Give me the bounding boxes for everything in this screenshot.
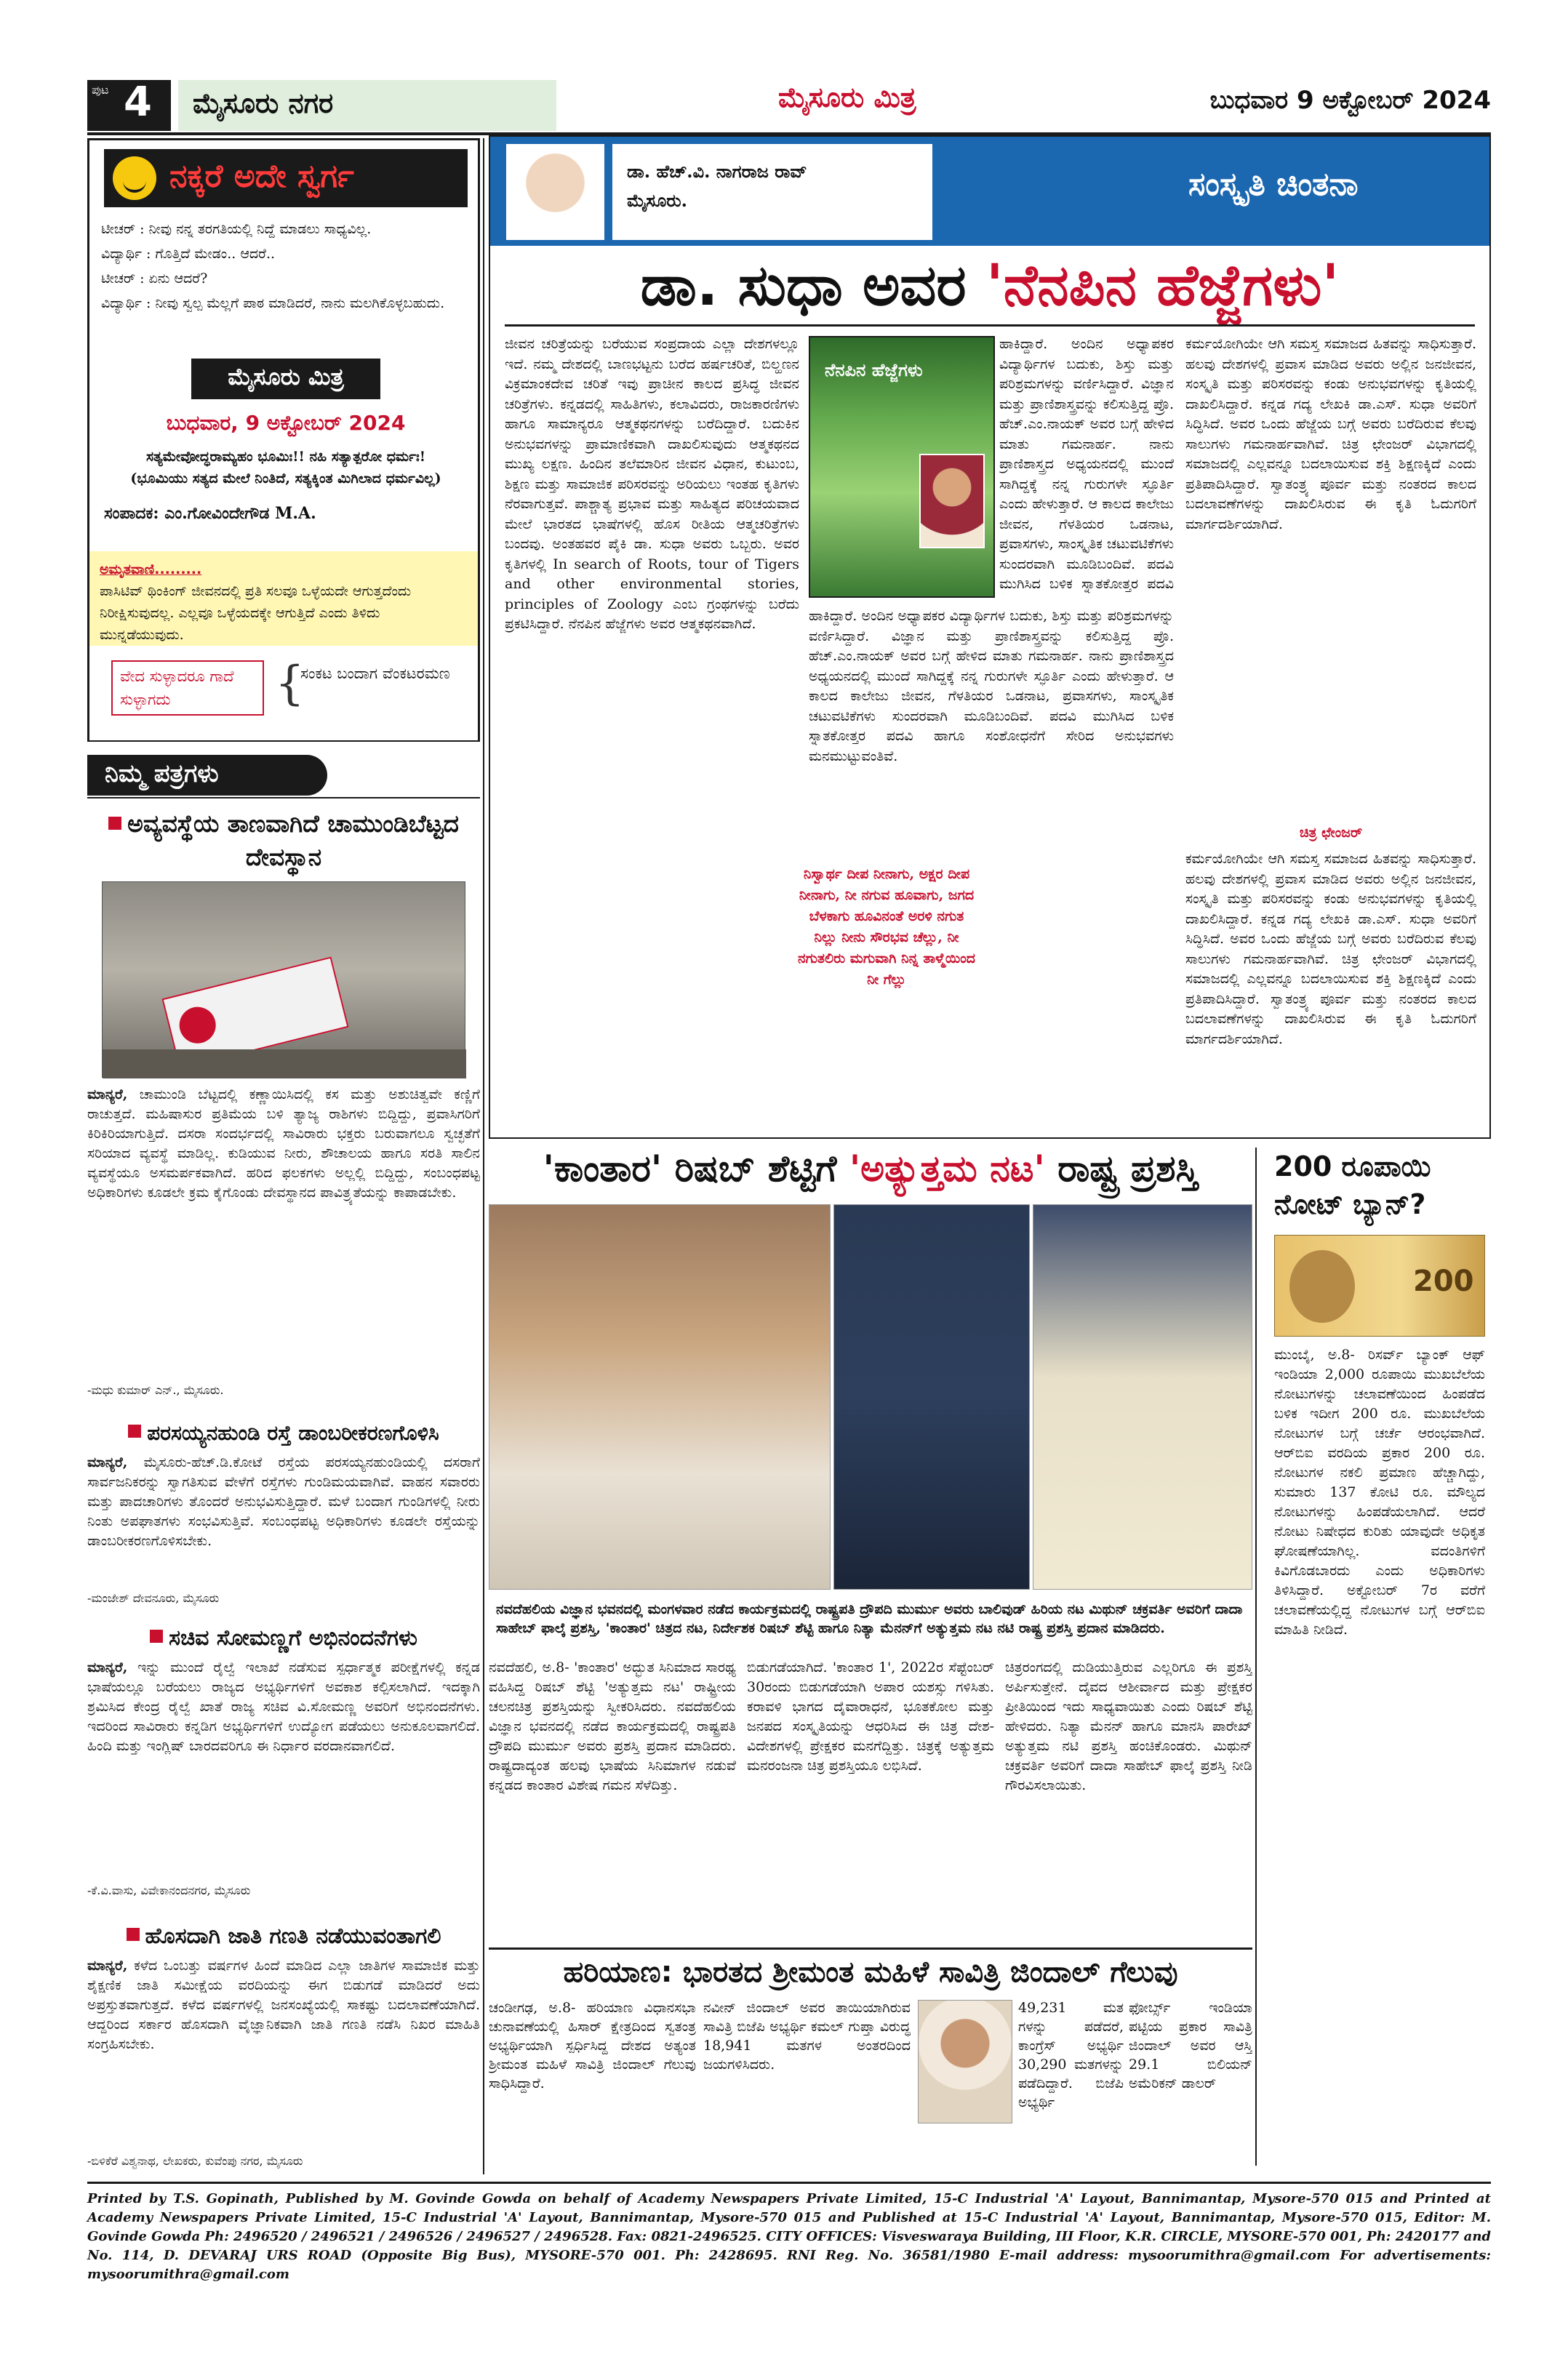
- editor-label: ಸಂಪಾದಕ:: [104, 504, 159, 523]
- bullet-icon: [108, 817, 121, 830]
- proverb-box: [89, 646, 478, 740]
- pull-quote: ನಿಸ್ವಾರ್ಥ ದೀಪ ನೀನಾಗು, ಅಕ್ಷರ ದೀಪ ನೀನಾಗು, ನೀ ನಗುವ ಹೂವಾಗು, ಜಗದ ಬೆಳಕಾಗು ಹೂವಿನಂತೆ ಅರಳಿ ನಗುತ ನಿಲ್ಲು ನೀನು ಸೌರಭವ ಚೆಲ್ಲು, ನೀ ನಗುತಲಿರು ಮಗುವಾಗಿ ನಿನ್ನ ತಾಳ್ಮೆಯಿಂದ ನೀ ಗೆಲ್ಲು: [798, 866, 975, 988]
- page-number-box: [87, 80, 171, 131]
- author-photo: [506, 144, 604, 240]
- letter-signature: -ಮಧು ಕುಮಾರ್ ಎನ್., ಮೈಸೂರು.: [87, 1383, 224, 1397]
- kantara-headline: 'ಕಾಂತಾರ' ರಿಷಬ್ ಶೆಟ್ಟಿಗೆ 'ಅತ್ಯುತ್ತಮ ನಟ' ರಾಷ್ಟ್ರ ಪ್ರಶಸ್ತಿ: [543, 1148, 1199, 1190]
- quote-of-day-box: [89, 551, 478, 646]
- column-name: ಸಂಸ್ಕೃತಿ ಚಿಂತನಾ: [1188, 166, 1359, 203]
- letter-text: ಮೈಸೂರು-ಹೆಚ್.ಡಿ.ಕೋಟೆ ರಸ್ತೆಯ ಪರಸಯ್ಯನಹುಂಡಿಯಲ್ಲಿ ದಸರಾಗೆ ಸಾರ್ವಜನಿಕರನ್ನು ಸ್ವಾಗತಿಸುವ ವೇಳೆಗೆ ರಸ್ತೆಗಳು ಗುಂಡಿಮಯವಾಗಿವೆ. ವಾಹನ ಸವಾರರು ಮತ್ತು ಪಾದಚಾರಿಗಳು ತೊಂದರೆ ಅನುಭವಿಸುತ್ತಿದ್ದಾರೆ. ಮಳೆ ಬಂದಾಗ ಗುಂಡಿಗಳಲ್ಲಿ ನೀರು ನಿಂತು ಅಪಘಾತಗಳು ಸಂಭವಿಸುತ್ತಿವೆ. ಸಂಬಂಧಪಟ್ಟ ಅಧಿಕಾರಿಗಳು ಕೂಡಲೇ ರಸ್ತೆಯನ್ನು ಡಾಂಬರೀಕರಣಗೊಳಿಸಬೇಕು.: [87, 1454, 480, 1549]
- haryana-column-3: 49,231 ಮತ ಗಳನ್ನು ಪಡೆದರೆ, ಕಾಂಗ್ರೆಸ್ ಅಭ್ಯರ್ಥಿ 30,290 ಮತಗಳನ್ನು ಪಡೆದಿದ್ದಾರೆ. ಬಿಜೆಪಿ ಅಭ್ಯರ್ಥಿ: [1018, 2000, 1124, 2110]
- joke-line: ಟೀಚರ್ : ಏನು ಆದರೆ?: [101, 271, 208, 287]
- column-banner: [490, 137, 1489, 246]
- divider: [87, 797, 480, 798]
- letter-text: ಕಳೆದ ಒಂಬತ್ತು ವರ್ಷಗಳ ಹಿಂದೆ ಮಾಡಿದ ಎಲ್ಲಾ ಜಾತಿಗಳ ಸಾಮಾಜಿಕ ಮತ್ತು ಶೈಕ್ಷಣಿಕ ಜಾತಿ ಸಮೀಕ್ಷೆಯ ವರದಿಯನ್ನು ಈಗ ಬಿಡುಗಡೆ ಮಾಡಿದರೆ ಅದು ಅಪ್ರಸ್ತುತವಾಗುತ್ತದೆ. ಕಳೆದ ವರ್ಷಗಳಲ್ಲಿ ಜನಸಂಖ್ಯೆಯಲ್ಲಿ ಸಾಕಷ್ಟು ಬದಲಾವಣೆಯಾಗಿದೆ. ಆದ್ದರಿಂದ ಸರ್ಕಾರ ಹೊಸದಾಗಿ ವೈಜ್ಞಾನಿಕವಾಗಿ ಜಾತಿ ಗಣತಿ ನಡೆಸಿ ನಿಖರ ಮಾಹಿತಿ ಸಂಗ್ರಹಿಸಬೇಕು.: [87, 1958, 480, 2052]
- author-place: ಮೈಸೂರು.: [627, 190, 688, 211]
- slogan-line: (ಭೂಮಿಯು ಸತ್ಯದ ಮೇಲೆ ನಿಂತಿದೆ, ಸತ್ಯಕ್ಕಿಂತ ಮಿಗಿಲಾದ ಧರ್ಮವಿಲ್ಲ): [130, 471, 441, 487]
- imprint-footer: Printed by T.S. Gopinath, Published by M. Govinde Gowda on behalf of Academy Newspapers Private Limited, 15-C Industrial 'A' Layout, Bannimantap, Mysore-570 015 and Printed at Academy Newspapers Private Limited, 15-C Industrial 'A' Layout, Bannimantap, Mysore-570 015 and Published at 15-C Industrial 'A' Layout, Bannimantap, Mysore-570 015, Editor: M. Govinde Gowda Ph: 2496520 / 2496521 / 2496526 / 2496527 / 2496528. Fax: 0821-2496525. CITY OFFICES: Visveswaraya Building, III Floor, K.R. CIRCLE, MYSORE-570 001, Ph: 2420177 and No. 114, D. DEVARAJ URS ROAD (Opposite Big Bus), MYSORE-570 001. Ph: 2428695. RNI Reg. No. 36581/1980 E-mail address: mysoorumithra@gmail.com For advertisements: mysoorumithra@gmail.com: [87, 2182, 1491, 2276]
- letters-header: [87, 755, 480, 798]
- kantara-column-1: ನವದೆಹಲಿ, ಅ.8- 'ಕಾಂತಾರ' ಅದ್ಭುತ ಸಿನಿಮಾದ ಸಾರಥ್ಯ ವಹಿಸಿದ್ದ ರಿಷಬ್ ಶೆಟ್ಟಿ 'ಅತ್ಯುತ್ತಮ ನಟ' ರಾಷ್ಟ್ರೀಯ ಚಲನಚಿತ್ರ ಪ್ರಶಸ್ತಿಯನ್ನು ಸ್ವೀಕರಿಸಿದರು. ನವದೆಹಲಿಯ ವಿಜ್ಞಾನ ಭವನದಲ್ಲಿ ನಡೆದ ಕಾರ್ಯಕ್ರಮದಲ್ಲಿ ರಾಷ್ಟ್ರಪತಿ ದ್ರೌಪದಿ ಮುರ್ಮು ಅವರು ಪ್ರಶಸ್ತಿ ಪ್ರದಾನ ಮಾಡಿದರು. ರಾಷ್ಟ್ರದಾದ್ಯಂತ ಹಲವು ಭಾಷೆಯ ಸಿನಿಮಾಗಳ ನಡುವೆ ಕನ್ನಡದ ಕಾಂತಾರ ವಿಶೇಷ ಗಮನ ಸೆಳೆದಿತ್ತು.: [489, 1660, 736, 1793]
- proverb-left: ವೇದ ಸುಳ್ಳಾದರೂ ಗಾದೆ ಸುಳ್ಳಾಗದು: [111, 660, 264, 716]
- page-header: [87, 80, 1491, 131]
- savitri-jindal-photo: [918, 2000, 1012, 2123]
- feature-headline: ಡಾ. ಸುಧಾ ಅವರ 'ನೆನಪಿನ ಹೆಜ್ಜೆಗಳು': [640, 253, 1340, 319]
- letters-section-title: ನಿಮ್ಮ ಪತ್ರಗಳು: [87, 755, 327, 796]
- letter-title: ಸಚಿವ ಸೋಮಣ್ಣಗೆ ಅಭಿನಂದನೆಗಳು: [87, 1622, 480, 1655]
- joke-line: ವಿದ್ಯಾರ್ಥಿ : ಗೊತ್ತಿದೆ ಮೇಡಂ.. ಆದರೆ..: [101, 246, 276, 262]
- author-byline: [612, 144, 932, 240]
- letter-body: [87, 1658, 480, 1883]
- section-name: ಮೈಸೂರು ನಗರ: [178, 80, 556, 131]
- letter-text: ಚಾಮುಂಡಿ ಬೆಟ್ಟದಲ್ಲಿ ಕಣ್ಣಾಯಿಸಿದಲ್ಲಿ ಕಸ ಮತ್ತು ಅಶುಚಿತ್ವವೇ ಕಣ್ಣಿಗೆ ರಾಚುತ್ತದೆ. ಮಹಿಷಾಸುರ ಪ್ರತಿಮೆಯ ಬಳಿ ತ್ಯಾಜ್ಯ ರಾಶಿಗಳು ಬಿದ್ದಿದ್ದು, ಪ್ರವಾಸಿಗರಿಗೆ ಕಿರಿಕಿರಿಯಾಗುತ್ತಿದೆ. ದಸರಾ ಸಂದರ್ಭದಲ್ಲಿ ಸಾವಿರಾರು ಭಕ್ತರು ಬರುವಾಗಲೂ ಸ್ವಚ್ಛತೆಗೆ ಸರಿಯಾದ ವ್ಯವಸ್ಥೆ ಮಾಡಿಲ್ಲ. ಕುಡಿಯುವ ನೀರು, ಶೌಚಾಲಯ ಹಾಗೂ ಸರತಿ ಸಾಲಿನ ವ್ಯವಸ್ಥೆಯೂ ಅಸಮರ್ಪಕವಾಗಿದೆ. ಹರಿದ ಫಲಕಗಳು ಅಲ್ಲಲ್ಲಿ ಬಿದ್ದಿದ್ದು, ಸಂಬಂಧಪಟ್ಟ ಅಧಿಕಾರಿಗಳು ಕೂಡಲೇ ಕ್ರಮ ಕೈಗೊಂಡು ದೇವಸ್ಥಾನದ ಪಾವಿತ್ರ್ಯತೆಯನ್ನು ಕಾಪಾಡಬೇಕು.: [87, 1086, 480, 1201]
- feature-column-2b: ಹಾಕಿದ್ದಾರೆ. ಅಂದಿನ ಅಧ್ಯಾಪಕರ ವಿದ್ಯಾರ್ಥಿಗಳ ಬದುಕು, ಶಿಸ್ತು ಮತ್ತು ಪರಿಶ್ರಮಗಳನ್ನು ವರ್ಣಿಸಿದ್ದಾರೆ. ವಿಜ್ಞಾನ ಮತ್ತು ಪ್ರಾಣಿಶಾಸ್ತ್ರವನ್ನು ಕಲಿಸುತ್ತಿದ್ದ ಪ್ರೊ. ಹೆಚ್.ಎಂ.ನಾಯಕ್ ಅವರ ಬಗ್ಗೆ ಹೇಳಿದ ಮಾತು ಗಮನಾರ್ಹ. ನಾನು ಪ್ರಾಣಿಶಾಸ್ತ್ರದ ಅಧ್ಯಯನದಲ್ಲಿ ಮುಂದೆ ಸಾಗಿದ್ದಕ್ಕೆ ನನ್ನ ಗುರುಗಳೇ ಸ್ಫೂರ್ತಿ ಎಂದು ಹೇಳುತ್ತಾರೆ. ಆ ಕಾಲದ ಕಾಲೇಜು ಜೀವನ, ಗೆಳತಿಯರ ಒಡನಾಟ, ಪ್ರವಾಸಗಳು, ಸಾಂಸ್ಕೃತಿಕ ಚಟುವಟಿಕೆಗಳು ಸುಂದರವಾಗಿ ಮೂಡಿಬಂದಿವೆ. ಪದವಿ ಮುಗಿಸಿದ ಬಳಿಕ ಸ್ನಾತಕೋತ್ತರ ಪದವಿ ಹಾಗೂ ಸಂಶೋಧನೆಗೆ ಸೇರಿದ ಅನುಭವಗಳು ಮನಮುಟ್ಟುವಂತಿವೆ.: [809, 608, 1174, 764]
- masthead-date: ಬುಧವಾರ, 9 ಅಕ್ಟೋಬರ್ 2024: [166, 411, 406, 435]
- letter-item: [87, 1417, 480, 1450]
- paper-logo: ಮೈಸೂರು ಮಿತ್ರ: [191, 359, 380, 399]
- feature-article: [489, 135, 1491, 1139]
- letter-signature: -ಮಂಜೇಶ್ ದೇವನೂರು, ಮೈಸೂರು: [87, 1591, 220, 1605]
- feature-column-2a: ಹಾಕಿದ್ದಾರೆ. ಅಂದಿನ ಅಧ್ಯಾಪಕರ ವಿದ್ಯಾರ್ಥಿಗಳ ಬದುಕು, ಶಿಸ್ತು ಮತ್ತು ಪರಿಶ್ರಮಗಳನ್ನು ವರ್ಣಿಸಿದ್ದಾರೆ. ವಿಜ್ಞಾನ ಮತ್ತು ಪ್ರಾಣಿಶಾಸ್ತ್ರವನ್ನು ಕಲಿಸುತ್ತಿದ್ದ ಪ್ರೊ. ಹೆಚ್.ಎಂ.ನಾಯಕ್ ಅವರ ಬಗ್ಗೆ ಹೇಳಿದ ಮಾತು ಗಮನಾರ್ಹ. ನಾನು ಪ್ರಾಣಿಶಾಸ್ತ್ರದ ಅಧ್ಯಯನದಲ್ಲಿ ಮುಂದೆ ಸಾಗಿದ್ದಕ್ಕೆ ನನ್ನ ಗುರುಗಳೇ ಸ್ಫೂರ್ತಿ ಎಂದು ಹೇಳುತ್ತಾರೆ. ಆ ಕಾಲದ ಕಾಲೇಜು ಜೀವನ, ಗೆಳತಿಯರ ಒಡನಾಟ, ಪ್ರವಾಸಗಳು, ಸಾಂಸ್ಕೃತಿಕ ಚಟುವಟಿಕೆಗಳು ಸುಂದರವಾಗಿ ಮೂಡಿಬಂದಿವೆ. ಪದವಿ ಮುಗಿಸಿದ ಬಳಿಕ ಸ್ನಾತಕೋತ್ತರ ಪದವಿ: [999, 336, 1174, 592]
- haryana-headline: ಹರಿಯಾಣ: ಭಾರತದ ಶ್ರೀಮಂತ ಮಹಿಳೆ ಸಾವಿತ್ರಿ ಜಿಂದಾಲ್ ಗೆಲುವು: [489, 1947, 1252, 1994]
- letter-salutation: ಮಾನ್ಯರೆ,: [87, 1660, 128, 1676]
- brace-icon: {: [275, 657, 305, 710]
- letter-signature: -ಬಿಳಿಕೆರೆ ವಿಶ್ವನಾಥ, ಲೇಖಕರು, ಕುವೆಂಪು ನಗರ, ಮೈಸೂರು: [87, 2154, 303, 2168]
- rupee-note-image: [1274, 1235, 1485, 1337]
- bullet-icon: [150, 1630, 163, 1643]
- haryana-column-1: ಚಂಡೀಗಢ, ಅ.8- ಹರಿಯಾಣ ವಿಧಾನಸಭಾ ಚುನಾವಣೆಯಲ್ಲಿ ಹಿಸಾರ್ ಕ್ಷೇತ್ರದಿಂದ ಸ್ವತಂತ್ರ ಅಭ್ಯರ್ಥಿಯಾಗಿ ಸ್ಪರ್ಧಿಸಿದ್ದ ದೇಶದ ಅತ್ಯಂತ ಶ್ರೀಮಂತ ಮಹಿಳೆ ಸಾವಿತ್ರಿ ಜಿಂದಾಲ್ ಗೆಲುವು ಸಾಧಿಸಿದ್ದಾರೆ.: [489, 2000, 696, 2091]
- joke-dialogue: [101, 217, 472, 316]
- kantara-column-3: ಚಿತ್ರರಂಗದಲ್ಲಿ ದುಡಿಯುತ್ತಿರುವ ಎಲ್ಲರಿಗೂ ಈ ಪ್ರಶಸ್ತಿ ಅರ್ಪಿಸುತ್ತೇನೆ. ದೈವದ ಆಶೀರ್ವಾದ ಮತ್ತು ಪ್ರೇಕ್ಷಕರ ಪ್ರೀತಿಯಿಂದ ಇದು ಸಾಧ್ಯವಾಯಿತು ಎಂದು ರಿಷಬ್ ಶೆಟ್ಟಿ ಹೇಳಿದರು. ನಿತ್ಯಾ ಮೆನನ್ ಹಾಗೂ ಮಾನಸಿ ಪಾರೇಖ್ ಅತ್ಯುತ್ತಮ ನಟಿ ಪ್ರಶಸ್ತಿ ಹಂಚಿಕೊಂಡರು. ಮಿಥುನ್ ಚಕ್ರವರ್ತಿ ಅವರಿಗೆ ದಾದಾ ಸಾಹೇಬ್ ಫಾಲ್ಕೆ ಪ್ರಶಸ್ತಿ ನೀಡಿ ಗೌರವಿಸಲಾಯಿತು.: [1005, 1660, 1252, 1793]
- slogan-line: ಸತ್ಯಮೇವೋದ್ಧರಾಮ್ಯಹಂ ಭೂಮಿಃ!! ನಹಿ ಸತ್ಯಾತ್ಪರೋ ಧರ್ಮಃ!: [145, 449, 426, 465]
- bullet-icon: [128, 1425, 141, 1438]
- book-title: ನೆನಪಿನ ಹೆಜ್ಜೆಗಳು: [825, 359, 923, 380]
- page-number: 4: [124, 79, 152, 126]
- letter-title: ಪರಸಯ್ಯನಹುಂಡಿ ರಸ್ತೆ ಡಾಂಬರೀಕರಣಗೊಳಿಸಿ: [87, 1417, 480, 1450]
- rupee-headline: 200 ರೂಪಾಯಿ ನೋಟ್ ಬ್ಯಾನ್?: [1274, 1150, 1431, 1220]
- laughing-face-icon: [113, 156, 156, 200]
- quote-text: ಪಾಸಿಟಿವ್ ಥಿಂಕಿಂಗ್ ಜೀವನದಲ್ಲಿ ಪ್ರತಿ ಸಲವೂ ಒಳ್ಳೆಯದೇ ಆಗುತ್ತದೆಂದು ನಿರೀಕ್ಷಿಸುವುದಲ್ಲ. ಎಲ್ಲವೂ ಒಳ್ಳೆಯದಕ್ಕೇ ಆಗುತ್ತಿದೆ ಎಂದು ತಿಳಿದು ಮುನ್ನಡೆಯುವುದು.: [100, 583, 412, 643]
- author-name: ಡಾ. ಹೆಚ್.ವಿ. ನಾಗರಾಜ ರಾವ್: [627, 161, 807, 182]
- letter-item: [87, 807, 480, 874]
- editor-name: ಎಂ.ಗೋವಿಂದೇಗೌಡ M.A.: [164, 504, 316, 523]
- letter-salutation: ಮಾನ್ಯರೆ,: [87, 1086, 128, 1102]
- feature-subhead: ಚಿತ್ರ ಛೇಂಜರ್: [1299, 825, 1363, 841]
- letter-title: ಹೊಸದಾಗಿ ಜಾತಿ ಗಣತಿ ನಡೆಯುವಂತಾಗಲಿ: [87, 1920, 480, 1953]
- award-photo-mithun: [489, 1204, 831, 1590]
- editor-credit: [97, 504, 475, 523]
- joke-banner-text: ನಕ್ಕರೆ ಅದೇ ಸ್ವರ್ಗ: [169, 158, 354, 195]
- feature-column-3b: ಕರ್ಮಯೋಗಿಯೇ ಆಗಿ ಸಮಸ್ತ ಸಮಾಜದ ಹಿತವನ್ನು ಸಾಧಿಸುತ್ತಾರೆ. ಹಲವು ದೇಶಗಳಲ್ಲಿ ಪ್ರವಾಸ ಮಾಡಿದ ಅವರು ಅಲ್ಲಿನ ಜನಜೀವನ, ಸಂಸ್ಕೃತಿ ಮತ್ತು ಪರಿಸರವನ್ನು ಕಂಡು ಅನುಭವಗಳನ್ನು ಕೃತಿಯಲ್ಲಿ ದಾಖಲಿಸಿದ್ದಾರೆ. ಕನ್ನಡ ಗದ್ಯ ಲೇಖಕಿ ಡಾ.ಎಸ್. ಸುಧಾ ಅವರಿಗೆ ಸಿದ್ಧಿಸಿದೆ. ಅವರ ಒಂದು ಹೆಜ್ಜೆಯ ಬಗ್ಗೆ ಅವರು ಬರೆದಿರುವ ಕೆಲವು ಸಾಲುಗಳು ಗಮನಾರ್ಹವಾಗಿವೆ. ಚಿತ್ರ ಛೇಂಜರ್ ವಿಭಾಗದಲ್ಲಿ ಸಮಾಜದಲ್ಲಿ ಎಲ್ಲವನ್ನೂ ಬದಲಾಯಿಸುವ ಶಕ್ತಿ ಶಿಕ್ಷಣಕ್ಕಿದೆ ಎಂದು ಪ್ರತಿಪಾದಿಸಿದ್ದಾರೆ. ಸ್ವಾತಂತ್ರ್ಯ ಪೂರ್ವ ಮತ್ತು ನಂತರದ ಕಾಲದ ಬದಲಾವಣೆಗಳನ್ನು ದಾಖಲಿಸಿರುವ ಈ ಕೃತಿ ಓದುಗರಿಗೆ ಮಾರ್ಗದರ್ಶಿಯಾಗಿದೆ.: [1185, 851, 1476, 1047]
- letter-salutation: ಮಾನ್ಯರೆ,: [87, 1454, 128, 1470]
- letter-item: [87, 1622, 480, 1655]
- feature-column-1: ಜೀವನ ಚರಿತ್ರೆಯನ್ನು ಬರೆಯುವ ಸಂಪ್ರದಾಯ ಎಲ್ಲಾ ದೇಶಗಳಲ್ಲೂ ಇದೆ. ನಮ್ಮ ದೇಶದಲ್ಲಿ ಬಾಣಭಟ್ಟನು ಬರೆದ ಹರ್ಷಚರಿತೆ, ಬಿಲ್ಹಣನ ವಿಕ್ರಮಾಂಕದೇವ ಚರಿತೆ ಇವು ಪ್ರಾಚೀನ ಕಾಲದ ಪ್ರಸಿದ್ಧ ಜೀವನ ಚರಿತ್ರೆಗಳು. ಕನ್ನಡದಲ್ಲಿ ಸಾಹಿತಿಗಳು, ಕಲಾವಿದರು, ರಾಜಕಾರಣಿಗಳು ಹಾಗೂ ಸಾಮಾನ್ಯರೂ ಆತ್ಮಕಥನಗಳನ್ನು ಬರೆದಿದ್ದಾರೆ. ಬದುಕಿನ ಅನುಭವಗಳನ್ನು ಪ್ರಾಮಾಣಿಕವಾಗಿ ದಾಖಲಿಸುವುದು ಆತ್ಮಕಥನದ ಮುಖ್ಯ ಲಕ್ಷಣ. ಹಿಂದಿನ ತಲೆಮಾರಿನ ಜೀವನ ವಿಧಾನ, ಕುಟುಂಬ, ಶಿಕ್ಷಣ ಮತ್ತು ಸಾಮಾಜಿಕ ಪರಿಸರವನ್ನು ಅರಿಯಲು ಇಂತಹ ಕೃತಿಗಳು ನೆರವಾಗುತ್ತವೆ. ಪಾಶ್ಚಾತ್ಯ ಪ್ರಭಾವ ಮತ್ತು ಸಾಹಿತ್ಯದ ಪರಿಚಯವಾದ ಮೇಲೆ ಭಾರತದ ಭಾಷೆಗಳಲ್ಲಿ ಹೊಸ ರೀತಿಯ ಆತ್ಮಚರಿತ್ರೆಗಳು ಬಂದವು. ಅಂತಹವರ ಪೈಕಿ ಡಾ. ಸುಧಾ ಅವರು ಒಬ್ಬರು. ಅವರ ಕೃತಿಗಳಲ್ಲಿ In search of Roots, tour of Tigers and other environmental stories, principles of Zoology ಎಂಬ ಗ್ರಂಥಗಳನ್ನು ಬರೆದು ಪ್ರಕಟಿಸಿದ್ದಾರೆ. ನೆನಪಿನ ಹೆಜ್ಜೆಗಳು ಅವರ ಆತ್ಮಕಥನವಾಗಿದೆ.: [505, 336, 799, 632]
- divider: [505, 324, 1475, 327]
- book-cover-image: [809, 336, 995, 598]
- ground: [103, 1049, 466, 1078]
- column-divider: [1255, 1148, 1257, 2166]
- photo-caption: ನವದೆಹಲಿಯ ವಿಜ್ಞಾನ ಭವನದಲ್ಲಿ ಮಂಗಳವಾರ ನಡೆದ ಕಾರ್ಯಕ್ರಮದಲ್ಲಿ ರಾಷ್ಟ್ರಪತಿ ದ್ರೌಪದಿ ಮುರ್ಮು ಅವರು ಬಾಲಿವುಡ್ ಹಿರಿಯ ನಟ ಮಿಥುನ್ ಚಕ್ರವರ್ತಿ ಅವರಿಗೆ ದಾದಾ ಸಾಹೇಬ್ ಫಾಲ್ಕೆ ಪ್ರಶಸ್ತಿ, 'ಕಾಂತಾರ' ಚಿತ್ರದ ನಟ, ನಿರ್ದೇಶಕ ರಿಷಬ್ ಶೆಟ್ಟಿ ಹಾಗೂ ನಿತ್ಯಾ ಮೆನನ್‌ಗೆ ಅತ್ಯುತ್ತಮ ನಟ ನಟಿ ರಾಷ್ಟ್ರ ಪ್ರಶಸ್ತಿ ಪ್ರದಾನ ಮಾಡಿದರು.: [489, 1594, 1252, 1649]
- haryana-column-4: ಫೋರ್ಬ್ಸ್ ಇಂಡಿಯಾ ಪಟ್ಟಿಯ ಪ್ರಕಾರ ಸಾವಿತ್ರಿ ಜಿಂದಾಲ್ ಅವರ ಆಸ್ತಿ 29.1 ಬಿಲಿಯನ್ ಅಮೆರಿಕನ್ ಡಾಲರ್: [1129, 2000, 1252, 2091]
- feature-column-3: ಕರ್ಮಯೋಗಿಯೇ ಆಗಿ ಸಮಸ್ತ ಸಮಾಜದ ಹಿತವನ್ನು ಸಾಧಿಸುತ್ತಾರೆ. ಹಲವು ದೇಶಗಳಲ್ಲಿ ಪ್ರವಾಸ ಮಾಡಿದ ಅವರು ಅಲ್ಲಿನ ಜನಜೀವನ, ಸಂಸ್ಕೃತಿ ಮತ್ತು ಪರಿಸರವನ್ನು ಕಂಡು ಅನುಭವಗಳನ್ನು ಕೃತಿಯಲ್ಲಿ ದಾಖಲಿಸಿದ್ದಾರೆ. ಕನ್ನಡ ಗದ್ಯ ಲೇಖಕಿ ಡಾ.ಎಸ್. ಸುಧಾ ಅವರಿಗೆ ಸಿದ್ಧಿಸಿದೆ. ಅವರ ಒಂದು ಹೆಜ್ಜೆಯ ಬಗ್ಗೆ ಅವರು ಬರೆದಿರುವ ಕೆಲವು ಸಾಲುಗಳು ಗಮನಾರ್ಹವಾಗಿವೆ. ಚಿತ್ರ ಛೇಂಜರ್ ವಿಭಾಗದಲ್ಲಿ ಸಮಾಜದಲ್ಲಿ ಎಲ್ಲವನ್ನೂ ಬದಲಾಯಿಸುವ ಶಕ್ತಿ ಶಿಕ್ಷಣಕ್ಕಿದೆ ಎಂದು ಪ್ರತಿಪಾದಿಸಿದ್ದಾರೆ. ಸ್ವಾತಂತ್ರ್ಯ ಪೂರ್ವ ಮತ್ತು ನಂತರದ ಕಾಲದ ಬದಲಾವಣೆಗಳನ್ನು ದಾಖಲಿಸಿರುವ ಈ ಕೃತಿ ಓದುಗರಿಗೆ ಮಾರ್ಗದರ್ಶಿಯಾಗಿದೆ.: [1185, 336, 1476, 532]
- letter-body: [87, 1956, 480, 2153]
- joke-box: [87, 138, 480, 742]
- masthead: ಮೈಸೂರು ಮಿತ್ರ: [778, 81, 916, 113]
- letter-signature: -ಕೆ.ವಿ.ವಾಸು, ವಿವೇಕಾನಂದನಗರ, ಮೈಸೂರು: [87, 1883, 251, 1897]
- kantara-column-2: ಬಿಡುಗಡೆಯಾಗಿದೆ. 'ಕಾಂತಾರ 1', 2022ರ ಸೆಪ್ಟೆಂಬರ್ 30ರಂದು ಬಿಡುಗಡೆಯಾಗಿ ಅಪಾರ ಯಶಸ್ಸು ಗಳಿಸಿತು. ಕರಾವಳಿ ಭಾಗದ ದೈವಾರಾಧನೆ, ಭೂತಕೋಲ ಮತ್ತು ಜನಪದ ಸಂಸ್ಕೃತಿಯನ್ನು ಆಧರಿಸಿದ ಈ ಚಿತ್ರ ದೇಶ-ವಿದೇಶಗಳಲ್ಲಿ ಪ್ರೇಕ್ಷಕರ ಮನಗೆದ್ದಿತ್ತು. ಚಿತ್ರಕ್ಕೆ ಅತ್ಯುತ್ತಮ ಮನರಂಜನಾ ಚಿತ್ರ ಪ್ರಶಸ್ತಿಯೂ ಲಭಿಸಿದೆ.: [747, 1660, 994, 1774]
- haryana-column-2: ನವೀನ್ ಜಿಂದಾಲ್ ಅವರ ತಾಯಿಯಾಗಿರುವ ಸಾವಿತ್ರಿ ಬಿಜೆಪಿ ಅಭ್ಯರ್ಥಿ ಕಮಲ್ ಗುಪ್ತಾ ವಿರುದ್ಧ 18,941 ಮತಗಳ ಅಂತರದಿಂದ ಜಯಗಳಿಸಿದರು.: [703, 2000, 911, 2073]
- masthead-slogan: [97, 446, 475, 489]
- bullet-icon: [127, 1928, 140, 1941]
- joke-banner: [104, 149, 468, 207]
- column-divider: [483, 138, 484, 2174]
- letter-body: [87, 1453, 480, 1591]
- letter-text: ಇನ್ನು ಮುಂದೆ ರೈಲ್ವೆ ಇಲಾಖೆ ನಡೆಸುವ ಸ್ಪರ್ಧಾತ್ಮಕ ಪರೀಕ್ಷೆಗಳಲ್ಲಿ ಕನ್ನಡ ಭಾಷೆಯಲ್ಲೂ ಬರೆಯಲು ರಾಜ್ಯದ ಅಭ್ಯರ್ಥಿಗಳಿಗೆ ಅವಕಾಶ ಕಲ್ಪಿಸಲಾಗಿದೆ. ಇದಕ್ಕಾಗಿ ಶ್ರಮಿಸಿದ ಕೇಂದ್ರ ರೈಲ್ವೆ ಖಾತೆ ರಾಜ್ಯ ಸಚಿವ ವಿ.ಸೋಮಣ್ಣ ಅವರಿಗೆ ಅಭಿನಂದನೆಗಳು. ಇದರಿಂದ ಸಾವಿರಾರು ಕನ್ನಡಿಗ ಅಭ್ಯರ್ಥಿಗಳಿಗೆ ಉದ್ಯೋಗ ಪಡೆಯಲು ಅನುಕೂಲವಾಗಲಿದೆ. ಹಿಂದಿ ಮತ್ತು ಇಂಗ್ಲಿಷ್ ಬಾರದವರಿಗೂ ಈ ನಿರ್ಧಾರ ವರದಾನವಾಗಲಿದೆ.: [87, 1660, 480, 1754]
- quote-title: ಅಮೃತವಾಣಿ.........: [100, 561, 202, 577]
- page-label: ಪುಟ: [92, 83, 109, 97]
- gandhi-portrait: [1289, 1250, 1355, 1323]
- note-value: 200: [1413, 1265, 1474, 1298]
- letter-body: [87, 1085, 480, 1383]
- temple-photo: [102, 881, 465, 1078]
- rupee-story-body: ಮುಂಬೈ, ಅ.8- ರಿಸರ್ವ್ ಬ್ಯಾಂಕ್ ಆಫ್ ಇಂಡಿಯಾ 2,000 ರೂಪಾಯಿ ಮುಖಬೆಲೆಯ ನೋಟುಗಳನ್ನು ಚಲಾವಣೆಯಿಂದ ಹಿಂಪಡೆದ ಬಳಿಕ ಇದೀಗ 200 ರೂ. ಮುಖಬೆಲೆಯ ನೋಟುಗಳ ಬಗ್ಗೆ ಚರ್ಚೆ ಆರಂಭವಾಗಿದೆ. ಆರ್‌ಬಿಐ ವರದಿಯ ಪ್ರಕಾರ 200 ರೂ. ನೋಟುಗಳ ನಕಲಿ ಪ್ರಮಾಣ ಹೆಚ್ಚಾಗಿದ್ದು, ಸುಮಾರು 137 ಕೋಟಿ ರೂ. ಮೌಲ್ಯದ ನೋಟುಗಳನ್ನು ಹಿಂಪಡೆಯಲಾಗಿದೆ. ಆದರೆ ನೋಟು ನಿಷೇಧದ ಕುರಿತು ಯಾವುದೇ ಅಧಿಕೃತ ಘೋಷಣೆಯಾಗಿಲ್ಲ. ವದಂತಿಗಳಿಗೆ ಕಿವಿಗೊಡಬಾರದು ಎಂದು ಅಧಿಕಾರಿಗಳು ತಿಳಿಸಿದ್ದಾರೆ. ಅಕ್ಟೋಬರ್ 7ರ ವರೆಗೆ ಚಲಾವಣೆಯಲ್ಲಿದ್ದ ನೋಟುಗಳ ಬಗ್ಗೆ ಆರ್‌ಬಿಐ ಮಾಹಿತಿ ನೀಡಿದೆ.: [1274, 1347, 1485, 1638]
- letter-title: ಅವ್ಯವಸ್ಥೆಯ ತಾಣವಾಗಿದೆ ಚಾಮುಂಡಿಬೆಟ್ಟದ ದೇವಸ್ಥಾನ: [87, 807, 480, 874]
- proverb-right: ಸಂಕಟ ಬಂದಾಗ ವೆಂಕಟರಮಣ: [300, 665, 450, 682]
- joke-line: ವಿದ್ಯಾರ್ಥಿ : ನೀವು ಸ್ವಲ್ಪ ಮೆಲ್ಲಗೆ ಪಾಠ ಮಾಡಿದರೆ, ನಾನು ಮಲಗಿಕೊಳ್ಳಬಹುದು.: [101, 295, 445, 311]
- joke-line: ಟೀಚರ್ : ನೀವು ನನ್ನ ತರಗತಿಯಲ್ಲಿ ನಿದ್ದೆ ಮಾಡಲು ಸಾಧ್ಯವಿಲ್ಲ.: [101, 221, 372, 237]
- letter-salutation: ಮಾನ್ಯರೆ,: [87, 1958, 128, 1974]
- award-photos: [489, 1204, 1252, 1590]
- award-photo-rishab: [833, 1204, 1030, 1590]
- letter-item: [87, 1920, 480, 1953]
- award-photo-nithya: [1033, 1204, 1252, 1590]
- author-portrait: [919, 454, 985, 548]
- issue-date: ಬುಧವಾರ 9 ಅಕ್ಟೋಬರ್ 2024: [1209, 86, 1491, 115]
